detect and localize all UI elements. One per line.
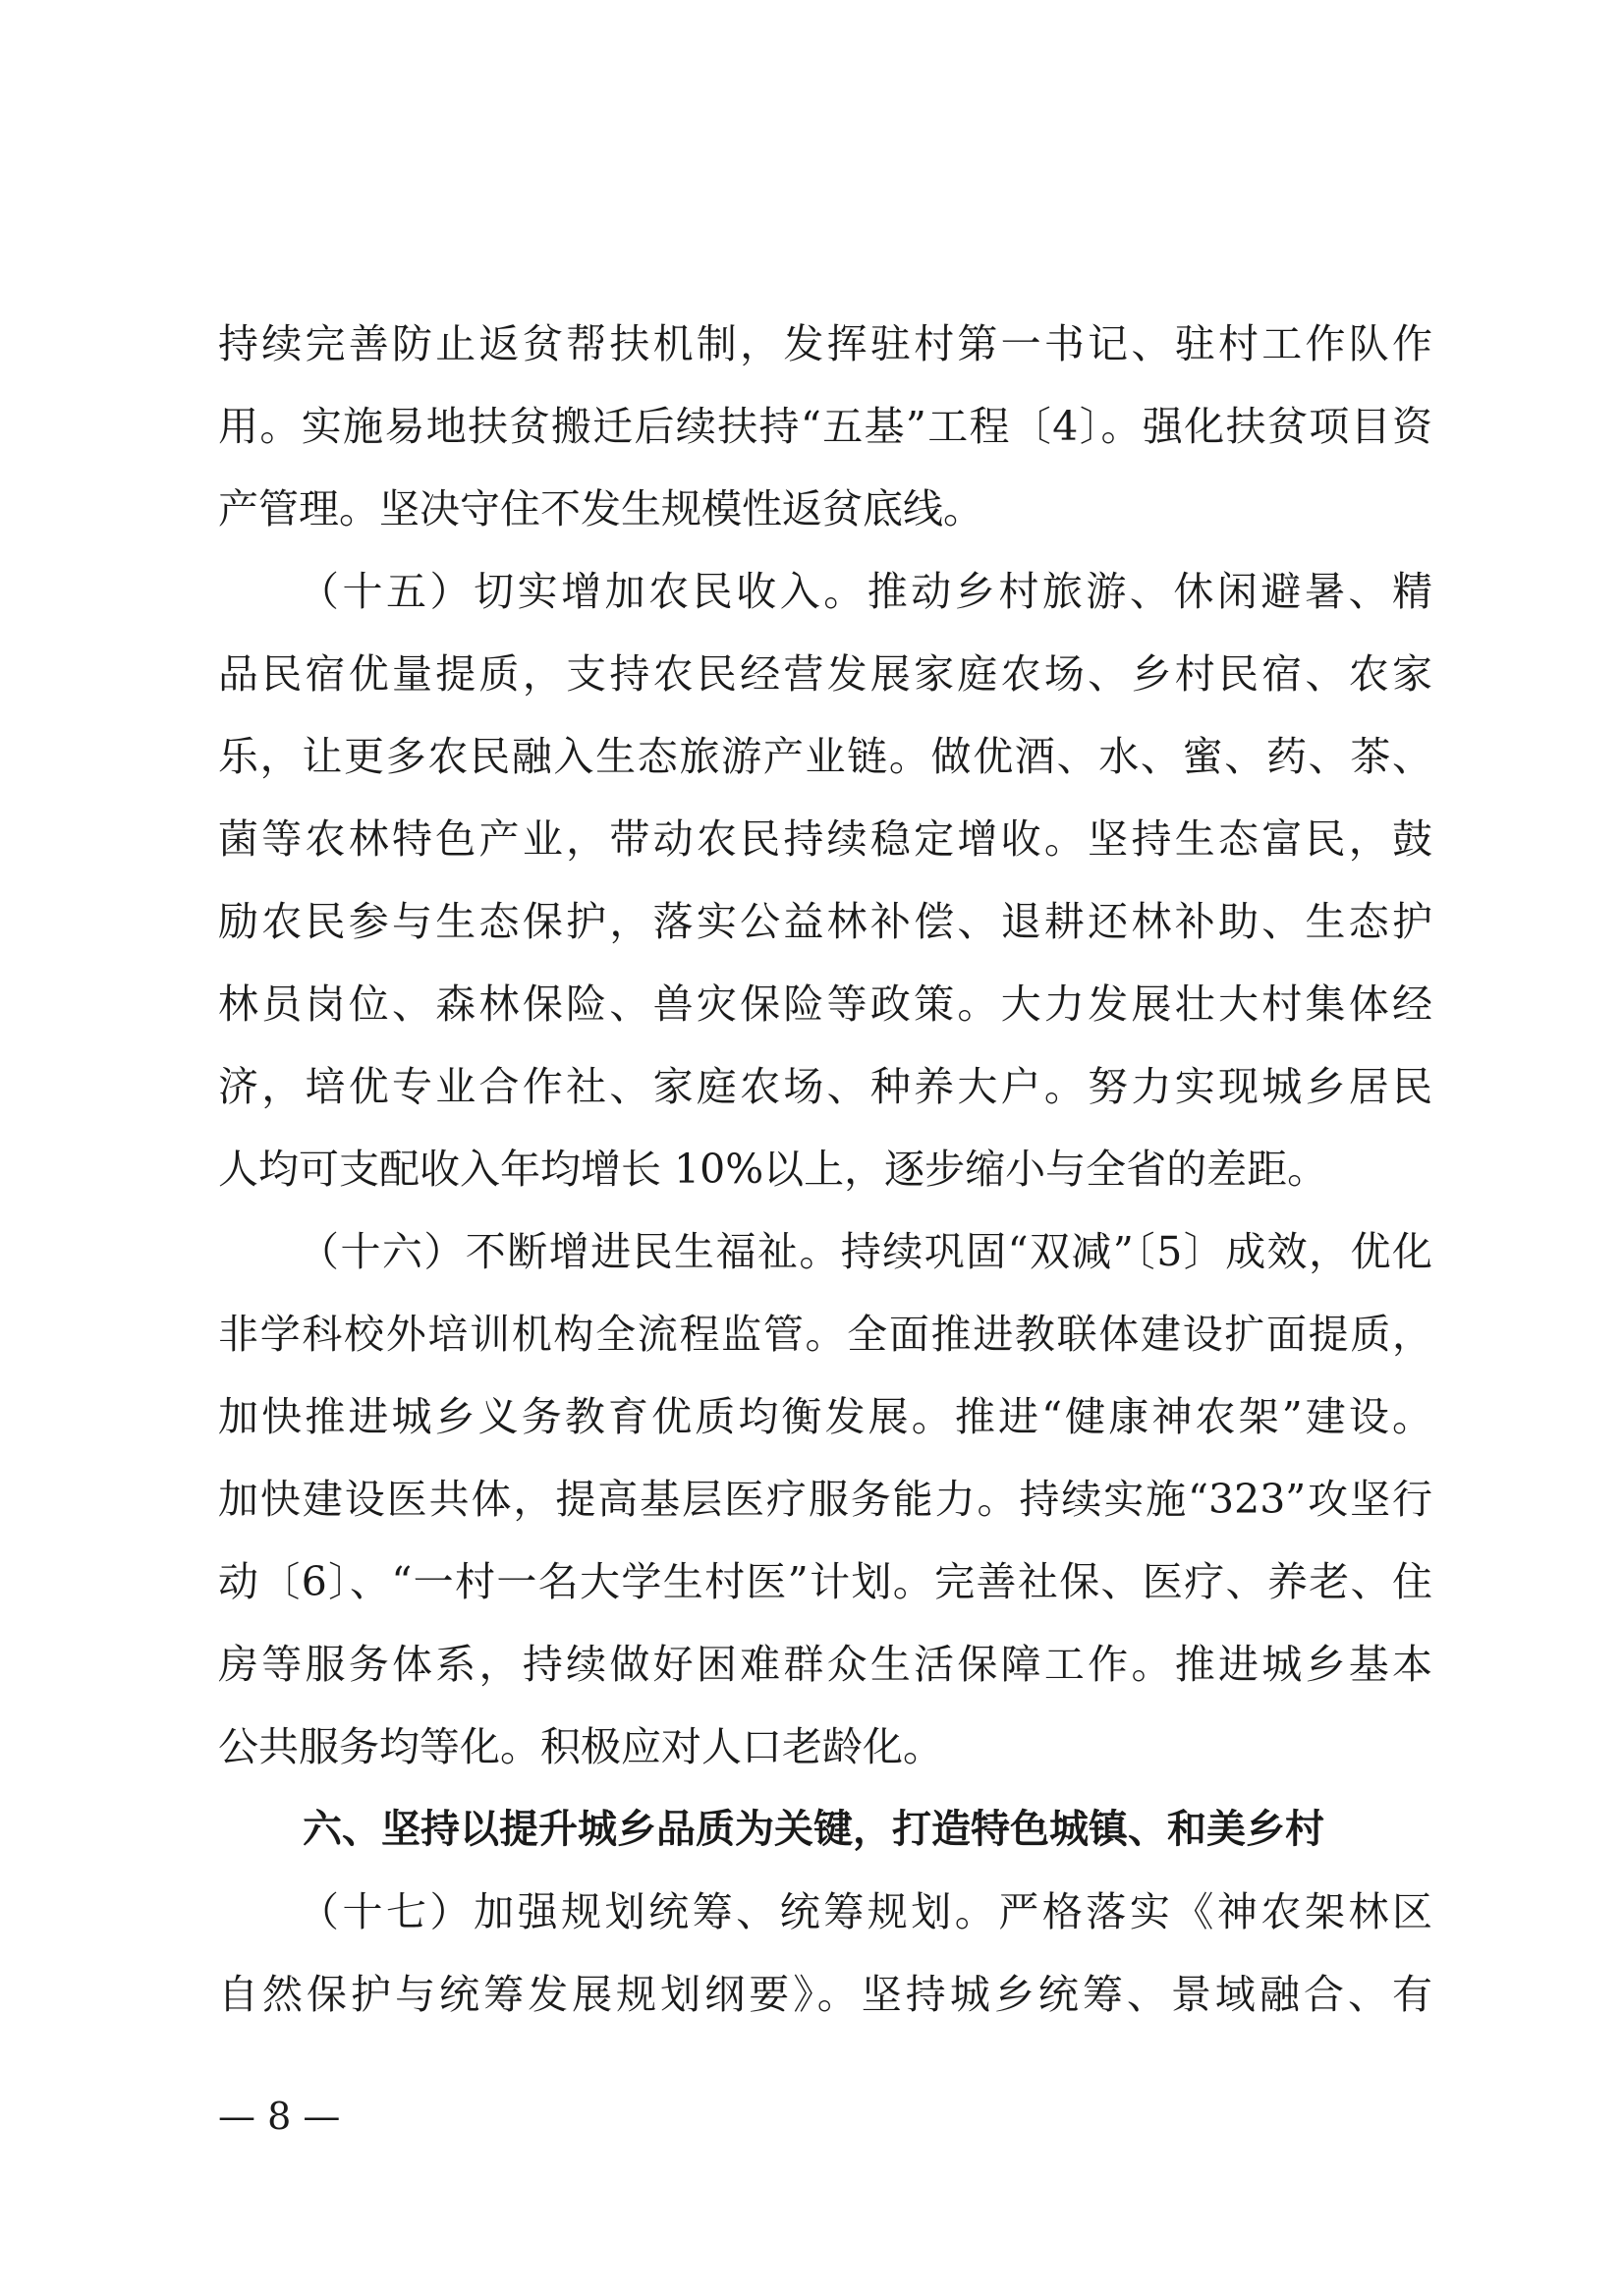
text-line: 非学科校外培训机构全流程监管。全面推进教联体建设扩面提质， [218,1311,1432,1358]
text-line: 产管理。坚决守住不发生规模性返贫底线。 [218,485,983,532]
text-line: （十七）加强规划统筹、统筹规划。严格落实《神农架林区 [299,1888,1432,1935]
text-line: 加快建设医共体，提高基层医疗服务能力。持续实施“323”攻坚行 [218,1476,1432,1523]
text-line: 用。实施易地扶贫搬迁后续扶持“五基”工程〔4〕。强化扶贫项目资 [218,403,1432,450]
text-line: （十六）不断增进民生福祉。持续巩固“双减”〔5〕成效，优化 [299,1228,1432,1275]
text-line: 菌等农林特色产业，带动农民持续稳定增收。坚持生态富民，鼓 [218,815,1432,863]
text-line: 房等服务体系，持续做好困难群众生活保障工作。推进城乡基本 [218,1641,1432,1688]
text-line: 动〔6〕、“一村一名大学生村医”计划。完善社保、医疗、养老、住 [218,1558,1432,1605]
page-number: — 8 — [218,2095,341,2138]
text-line: 济，培优专业合作社、家庭农场、种养大户。努力实现城乡居民 [218,1063,1432,1110]
text-line: 乐，让更多农民融入生态旅游产业链。做优酒、水、蜜、药、茶、 [218,733,1432,780]
text-line: 人均可支配收入年均增长 10%以上，逐步缩小与全省的差距。 [218,1146,1328,1193]
text-line: 加快推进城乡义务教育优质均衡发展。推进“健康神农架”建设。 [218,1393,1432,1440]
text-line: 持续完善防止返贫帮扶机制，发挥驻村第一书记、驻村工作队作 [218,320,1432,367]
section-heading: 六、坚持以提升城乡品质为关键，打造特色城镇、和美乡村 [303,1807,1324,1852]
text-line: 自然保护与统筹发展规划纲要》。坚持城乡统筹、景域融合、有 [218,1971,1432,2018]
text-line: （十五）切实增加农民收入。推动乡村旅游、休闲避暑、精 [299,568,1432,615]
text-line: 励农民参与生态保护，落实公益林补偿、退耕还林补助、生态护 [218,898,1432,945]
text-line: 林员岗位、森林保险、兽灾保险等政策。大力发展壮大村集体经 [218,980,1432,1028]
text-line: 品民宿优量提质，支持农民经营发展家庭农场、乡村民宿、农家 [218,650,1432,698]
body-text [218,303,1432,2036]
text-line: 公共服务均等化。积极应对人口老龄化。 [218,1723,943,1770]
